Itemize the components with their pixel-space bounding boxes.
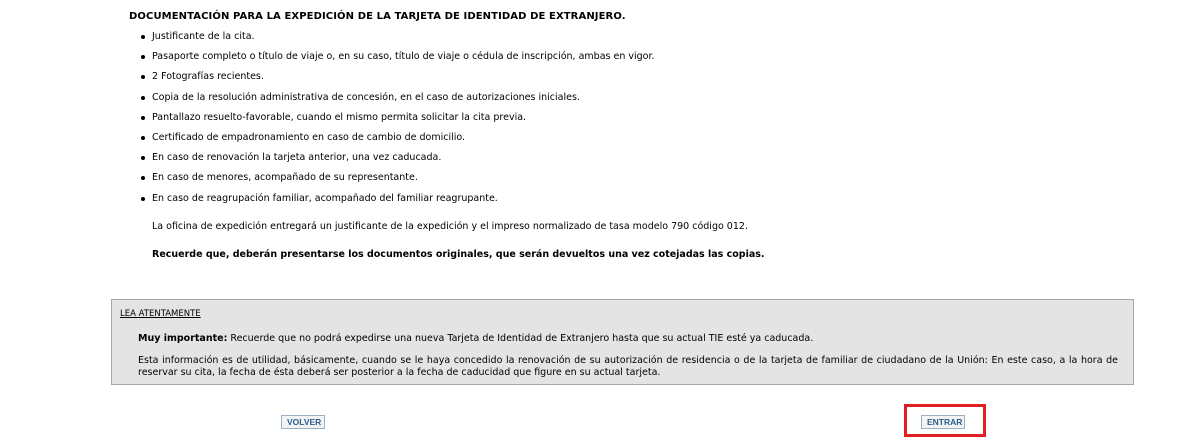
enter-button[interactable]: ENTRAR <box>921 415 965 429</box>
requirements-list <box>152 31 655 213</box>
originals-reminder: Recuerde que, deberán presentarse los documentos originales, que serán devueltos una vez cotejadas las copias. <box>152 249 765 260</box>
notice-heading: LEA ATENTAMENTE <box>120 309 201 319</box>
list-item: En caso de reagrupación familiar, acompañado del familiar reagrupante. <box>152 193 655 213</box>
important-notice <box>138 333 813 344</box>
list-item: 2 Fotografías recientes. <box>152 71 655 91</box>
list-item: Justificante de la cita. <box>152 31 655 51</box>
list-item: Pantallazo resuelto-favorable, cuando el mismo permita solicitar la cita previa. <box>152 112 655 132</box>
back-button[interactable]: VOLVER <box>281 415 325 429</box>
list-item: En caso de menores, acompañado de su representante. <box>152 172 655 192</box>
notice-info: Esta información es de utilidad, básicamente, cuando se le haya concedido la renovación de su autorización de residencia o de la tarjeta de familiar de ciudadano de la Unión: En este caso, a la hora de reservar su cita, la fecha de ésta deberá ser posterior a la fecha de caducidad que figure en su actual tarjeta. <box>138 355 1118 378</box>
important-label: Muy importante: <box>138 333 228 344</box>
list-item: En caso de renovación la tarjeta anterior, una vez caducada. <box>152 152 655 172</box>
page-title: DOCUMENTACIÓN PARA LA EXPEDICIÓN DE LA TARJETA DE IDENTIDAD DE EXTRANJERO. <box>129 11 626 22</box>
list-item: Certificado de empadronamiento en caso de cambio de domicilio. <box>152 132 655 152</box>
important-text: Recuerde que no podrá expedirse una nueva Tarjeta de Identidad de Extranjero hasta que su actual TIE esté ya caducada. <box>227 333 814 344</box>
issuance-note: La oficina de expedición entregará un justificante de la expedición y el impreso normalizado de tasa modelo 790 código 012. <box>152 221 748 232</box>
list-item: Pasaporte completo o título de viaje o, en su caso, título de viaje o cédula de inscripción, ambas en vigor. <box>152 51 655 71</box>
notice-box <box>111 299 1134 385</box>
list-item: Copia de la resolución administrativa de concesión, en el caso de autorizaciones iniciales. <box>152 92 655 112</box>
